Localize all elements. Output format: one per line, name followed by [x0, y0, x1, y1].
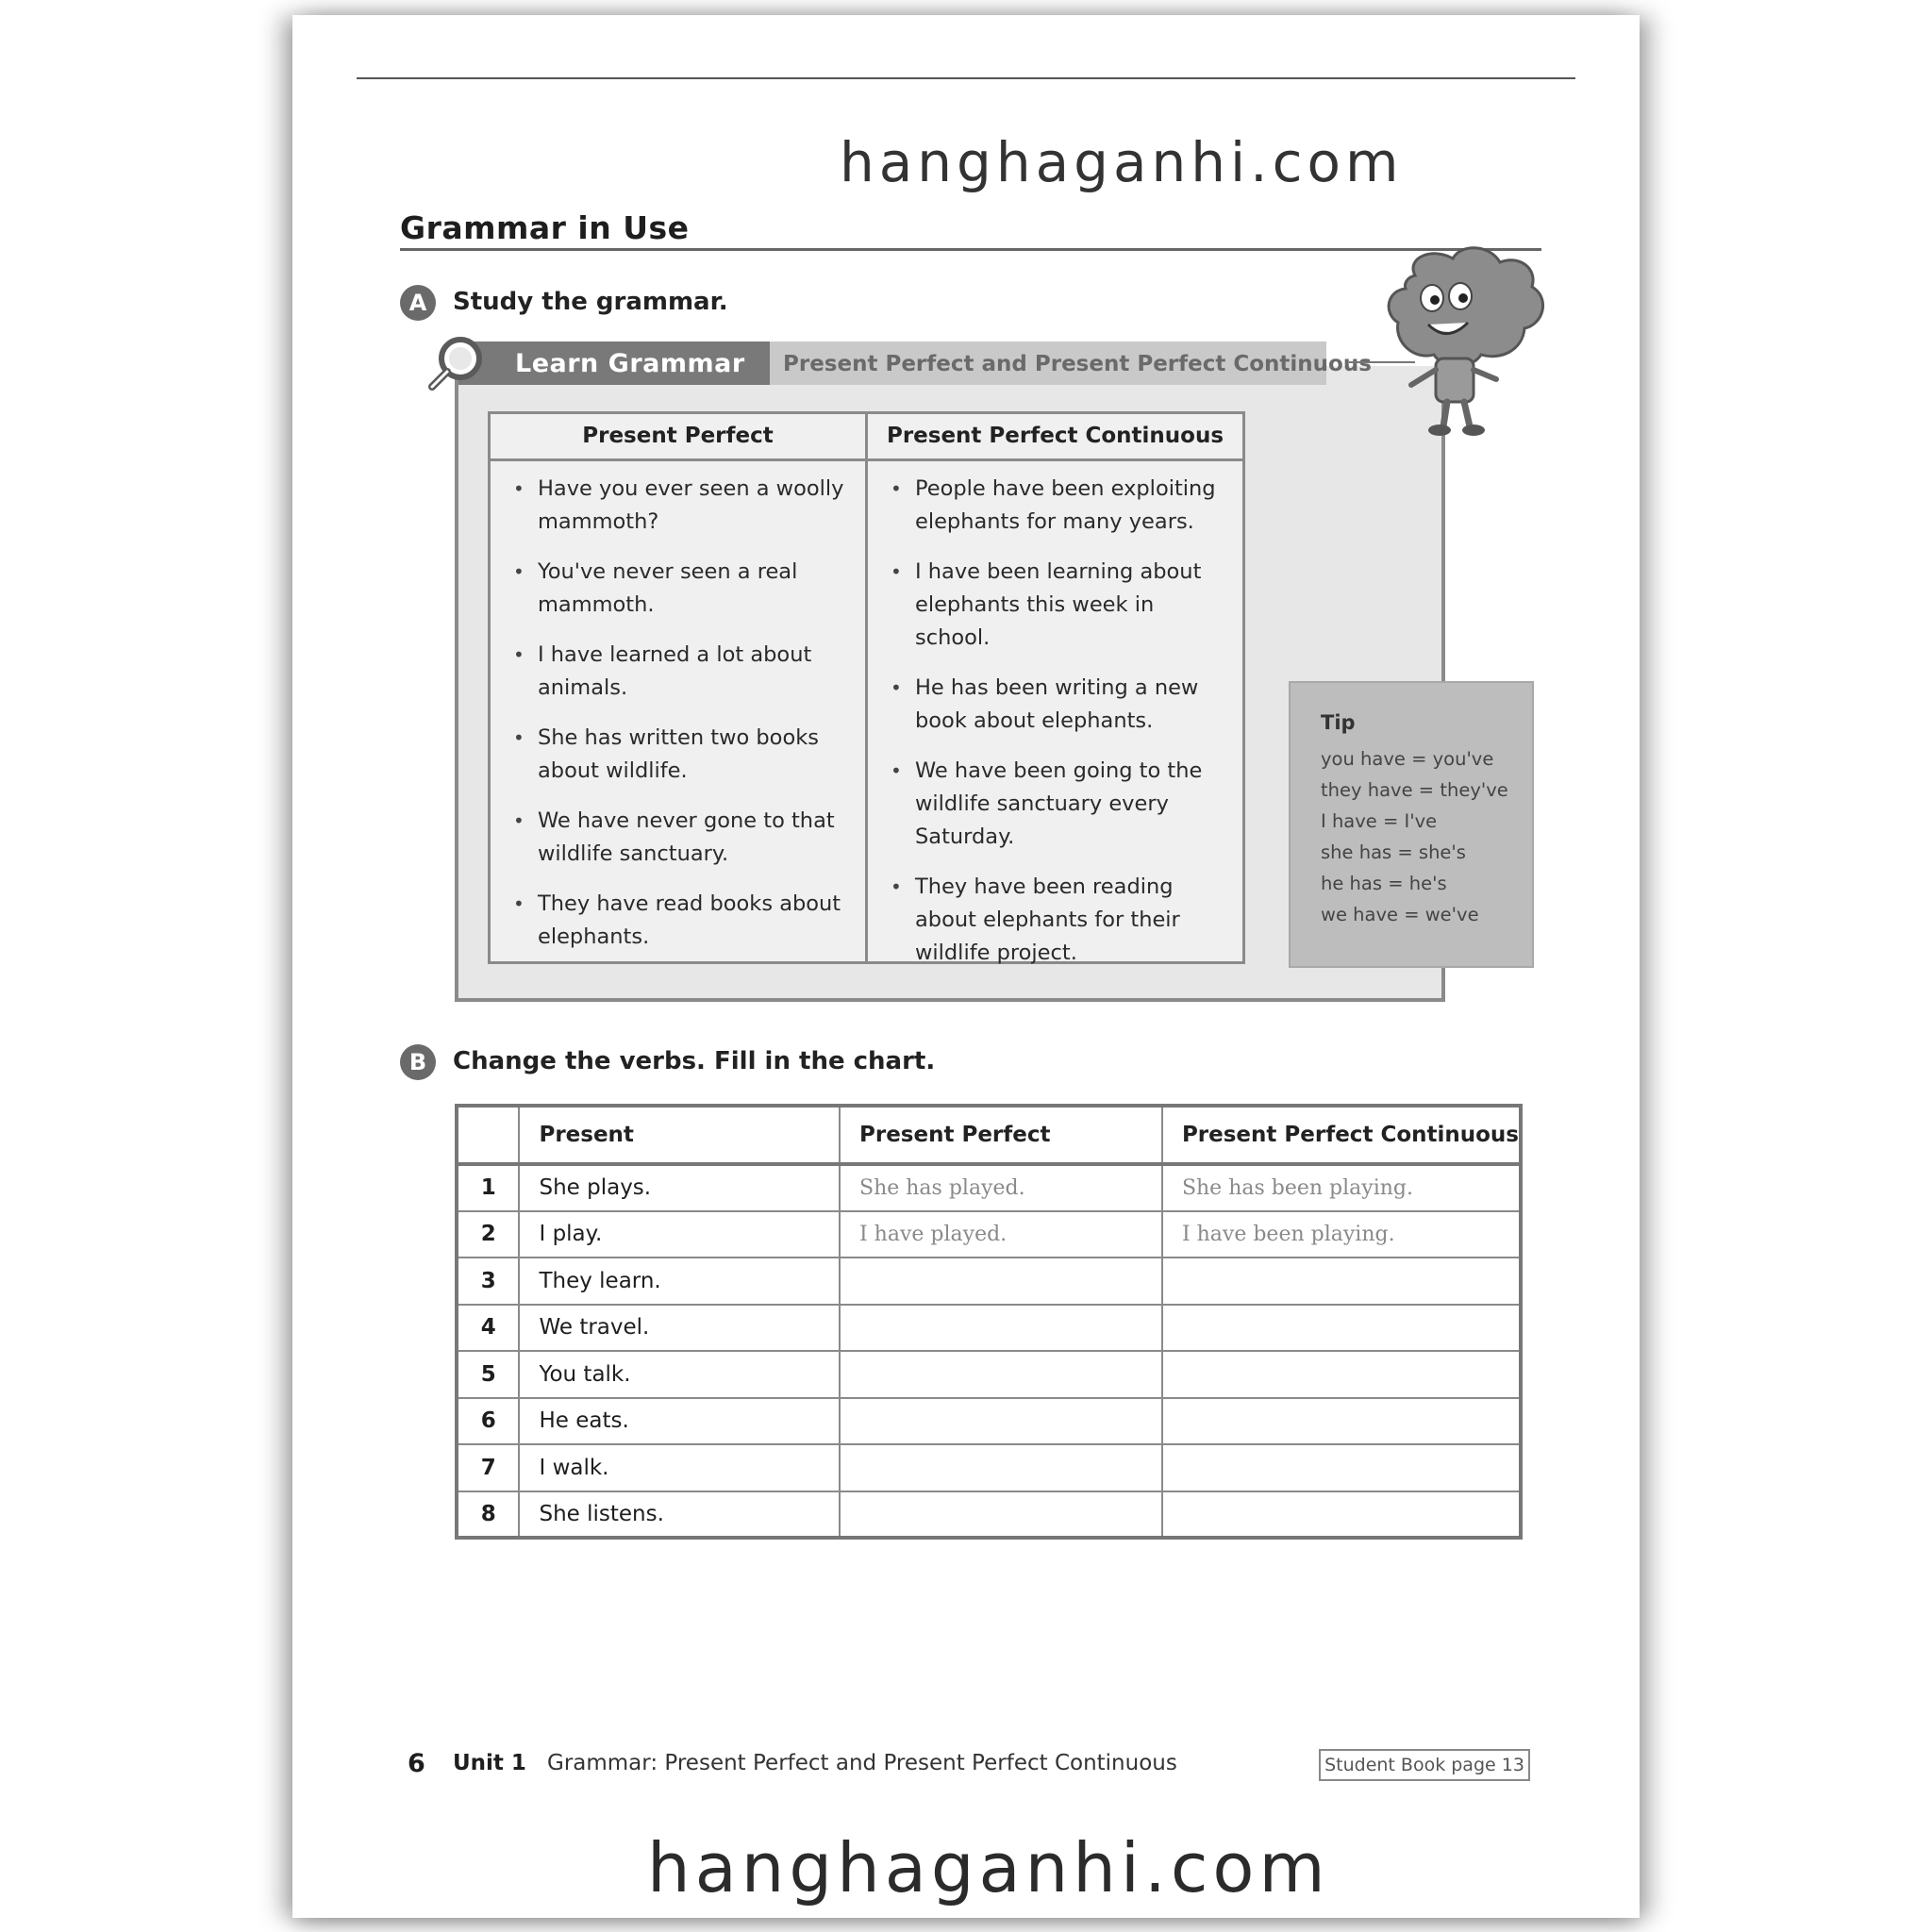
- present-perfect-answer[interactable]: [840, 1444, 1162, 1491]
- tip-line: he has = he's: [1321, 873, 1447, 894]
- workbook-page: [292, 15, 1640, 1918]
- present-perfect-answer[interactable]: [840, 1491, 1162, 1539]
- example-sentence: • I have been learning about elephants this week in school.: [891, 556, 1233, 655]
- present-perfect-answer[interactable]: [840, 1398, 1162, 1445]
- row-number: 8: [457, 1491, 519, 1539]
- learn-grammar-subtitle: Present Perfect and Present Perfect Continuous: [783, 352, 1372, 376]
- row-number: 4: [457, 1305, 519, 1352]
- footer-description: Grammar: Present Perfect and Present Perfect Continuous: [547, 1751, 1177, 1775]
- table-row: [457, 1444, 1521, 1491]
- present-cell: She listens.: [519, 1491, 840, 1539]
- present-perfect-continuous-answer[interactable]: [1162, 1351, 1521, 1398]
- present-perfect-answer[interactable]: She has played.: [840, 1164, 1162, 1211]
- present-cell: I walk.: [519, 1444, 840, 1491]
- tip-line: you have = you've: [1321, 748, 1494, 770]
- header-number: [457, 1106, 519, 1164]
- student-book-reference: Student Book page 13: [1319, 1749, 1530, 1781]
- present-perfect-continuous-answer[interactable]: [1162, 1305, 1521, 1352]
- table-row: [457, 1398, 1521, 1445]
- present-perfect-continuous-answer[interactable]: [1162, 1444, 1521, 1491]
- tip-line: they have = they've: [1321, 779, 1508, 801]
- table-row: [457, 1305, 1521, 1352]
- present-cell: I play.: [519, 1211, 840, 1258]
- verb-practice-table: [455, 1104, 1523, 1540]
- present-cell: We travel.: [519, 1305, 840, 1352]
- page-number: 6: [408, 1749, 425, 1778]
- present-cell: They learn.: [519, 1257, 840, 1305]
- row-number: 3: [457, 1257, 519, 1305]
- present-perfect-answer[interactable]: [840, 1257, 1162, 1305]
- row-number: 6: [457, 1398, 519, 1445]
- tip-line: she has = she's: [1321, 841, 1466, 863]
- row-number: 5: [457, 1351, 519, 1398]
- grammar-examples-table: [488, 411, 1245, 964]
- row-number: 2: [457, 1211, 519, 1258]
- header-present-perfect-continuous: Present Perfect Continuous: [1162, 1106, 1521, 1164]
- present-perfect-continuous-answer[interactable]: She has been playing.: [1162, 1164, 1521, 1211]
- example-sentence: • We have been going to the wildlife sanctuary every Saturday.: [891, 755, 1233, 854]
- watermark-bottom: hanghaganhi.com: [647, 1828, 1330, 1907]
- step-b-instruction: Change the verbs. Fill in the chart.: [453, 1047, 936, 1075]
- step-b-badge: B: [400, 1044, 436, 1080]
- present-perfect-answer[interactable]: [840, 1305, 1162, 1352]
- present-perfect-answer[interactable]: I have played.: [840, 1211, 1162, 1258]
- header-present-perfect: Present Perfect: [840, 1106, 1162, 1164]
- top-rule: [357, 77, 1575, 79]
- learn-grammar-banner: [458, 341, 1449, 385]
- tip-title: Tip: [1321, 711, 1356, 734]
- example-sentence: • I have learned a lot about animals.: [513, 639, 856, 705]
- row-number: 7: [457, 1444, 519, 1491]
- row-number: 1: [457, 1164, 519, 1211]
- mascot-illustration: [1349, 238, 1557, 445]
- example-sentence: • They have been reading about elephants for their wildlife project.: [891, 871, 1233, 970]
- example-sentence: • Have you ever seen a woolly mammoth?: [513, 473, 856, 539]
- table-row: [457, 1164, 1521, 1211]
- example-sentence: • They have read books about elephants.: [513, 888, 856, 954]
- learn-grammar-title: Learn Grammar: [515, 349, 745, 378]
- example-sentence: • People have been exploiting elephants for many years.: [891, 473, 1233, 539]
- present-perfect-continuous-answer[interactable]: [1162, 1398, 1521, 1445]
- present-perfect-answer[interactable]: [840, 1351, 1162, 1398]
- watermark-top: hanghaganhi.com: [840, 130, 1404, 194]
- tip-box: [1289, 681, 1534, 968]
- example-sentence: • We have never gone to that wildlife sanctuary.: [513, 805, 856, 871]
- magnifier-icon: [426, 334, 485, 392]
- example-sentence: • You've never seen a real mammoth.: [513, 556, 856, 622]
- present-cell: You talk.: [519, 1351, 840, 1398]
- column-header: Present Perfect: [491, 414, 865, 461]
- present-cell: She plays.: [519, 1164, 840, 1211]
- section-title: Grammar in Use: [400, 209, 690, 246]
- table-row: [457, 1211, 1521, 1258]
- present-cell: He eats.: [519, 1398, 840, 1445]
- present-perfect-column: [491, 414, 868, 961]
- present-perfect-continuous-answer[interactable]: [1162, 1491, 1521, 1539]
- step-a-instruction: Study the grammar.: [453, 288, 728, 316]
- table-row: [457, 1257, 1521, 1305]
- tip-line: I have = I've: [1321, 810, 1438, 832]
- table-row: [457, 1491, 1521, 1539]
- present-perfect-continuous-answer[interactable]: I have been playing.: [1162, 1211, 1521, 1258]
- example-sentence: • He has been writing a new book about elephants.: [891, 672, 1233, 738]
- column-header: Present Perfect Continuous: [868, 414, 1242, 461]
- table-row: [457, 1351, 1521, 1398]
- footer-unit: Unit 1: [453, 1751, 526, 1775]
- present-perfect-continuous-column: [868, 414, 1242, 965]
- tip-line: we have = we've: [1321, 904, 1479, 925]
- step-a-badge: A: [400, 285, 436, 321]
- header-present: Present: [519, 1106, 840, 1164]
- present-perfect-continuous-answer[interactable]: [1162, 1257, 1521, 1305]
- example-sentence: • She has written two books about wildlife.: [513, 722, 856, 788]
